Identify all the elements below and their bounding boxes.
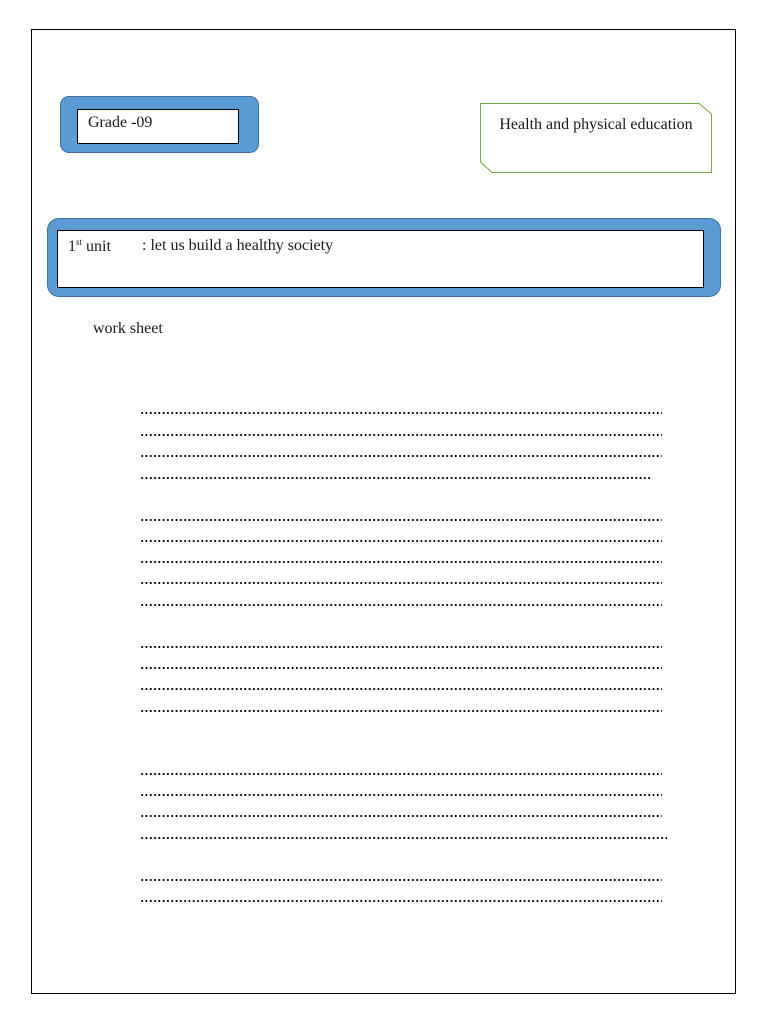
answer-line xyxy=(140,434,662,436)
unit-number-digit: 1 xyxy=(68,238,76,255)
answer-line xyxy=(140,667,662,669)
answer-line xyxy=(140,540,662,542)
answer-line xyxy=(140,794,662,796)
answer-line xyxy=(140,561,662,563)
answer-line xyxy=(140,688,662,690)
unit-title: : let us build a healthy society xyxy=(142,237,334,254)
answer-line xyxy=(140,646,662,648)
unit-number xyxy=(68,237,111,256)
subject-box xyxy=(480,103,712,173)
answer-line xyxy=(140,455,662,457)
answer-line xyxy=(140,519,662,521)
answer-line xyxy=(140,879,662,881)
answer-line xyxy=(140,837,667,839)
worksheet-label: work sheet xyxy=(93,320,163,337)
answer-line xyxy=(140,582,662,584)
page-frame xyxy=(31,29,736,994)
answer-line xyxy=(140,900,662,902)
grade-label: Grade -09 xyxy=(88,114,153,131)
answer-line xyxy=(140,710,662,712)
answer-line xyxy=(140,773,662,775)
unit-number-suffix: st xyxy=(76,237,83,247)
answer-line xyxy=(140,604,662,606)
subject-label: Health and physical education xyxy=(499,116,693,133)
unit-number-word: unit xyxy=(82,238,111,255)
answer-line xyxy=(140,412,662,414)
answer-line xyxy=(140,815,662,817)
answer-line xyxy=(140,477,650,479)
